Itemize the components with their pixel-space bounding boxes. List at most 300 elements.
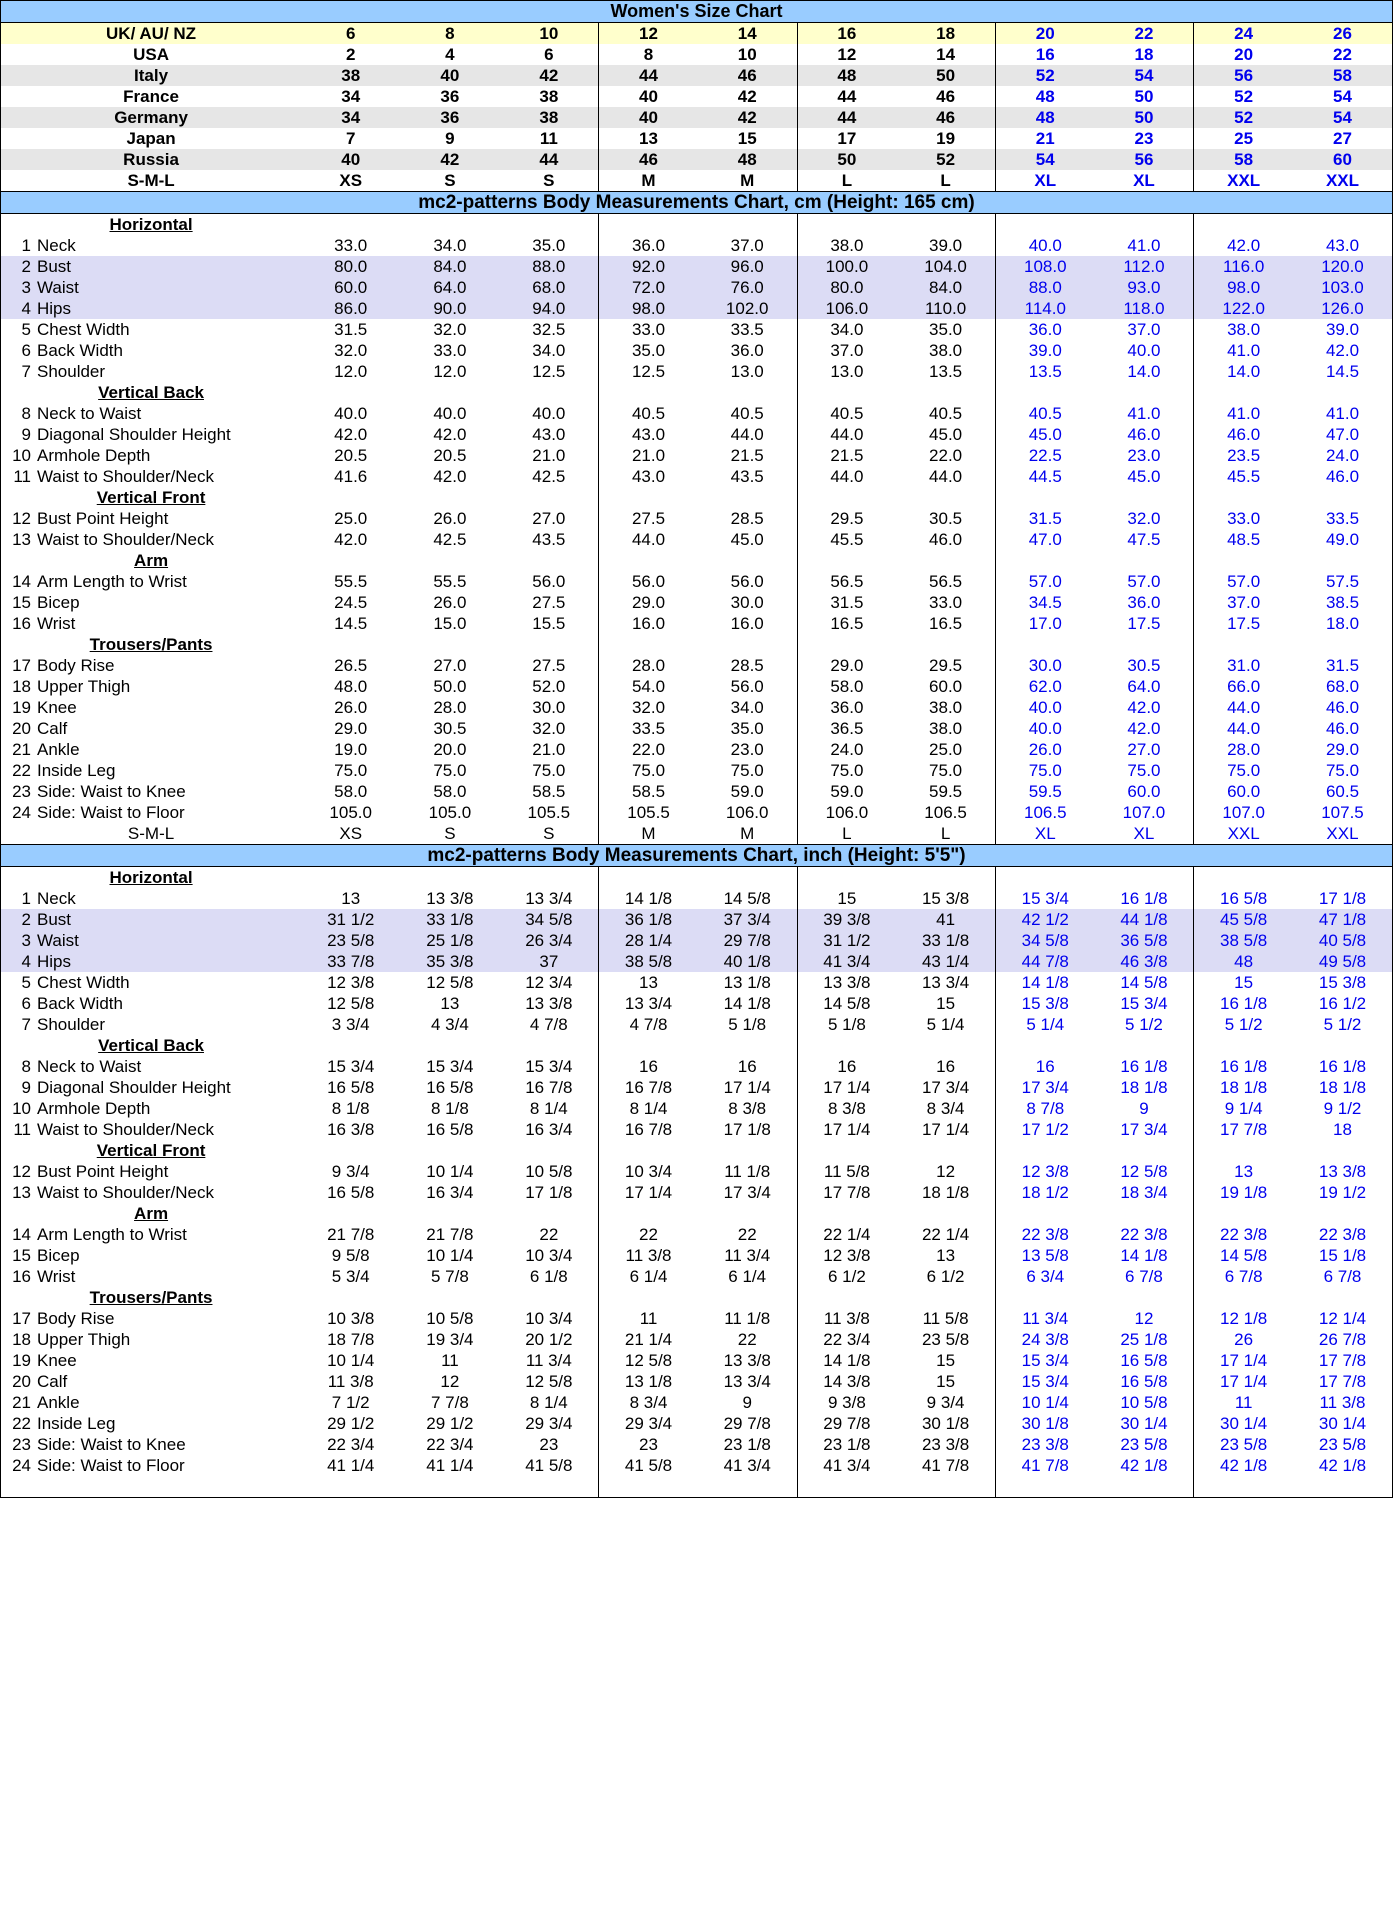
size-value: 44 [499,149,598,170]
measurement-index: 2 [21,910,31,929]
empty-cell [995,1287,1094,1308]
measurement-value: 8 1/8 [430,1099,469,1118]
size-value: 40 [301,149,400,170]
empty-cell [1194,1140,1293,1161]
measurement-value: 16.0 [599,613,698,634]
measurement-label [1,718,302,739]
measurement-index: 16 [12,1267,31,1286]
measurement-value: 57.5 [1325,572,1360,591]
empty-cell [599,550,698,571]
size-value: L [896,170,995,192]
size-value: 42 [698,86,797,107]
empty-cell [797,214,896,236]
measurement-value: 26 3/4 [499,930,598,951]
measurement-value: 22 3/8 [1318,1225,1367,1244]
measurement-index: 20 [12,719,31,738]
empty-cell [896,867,995,889]
measurement-value: 33 1/8 [400,909,499,930]
measurement-value: 18 1/2 [995,1182,1094,1203]
measurement-value: 10 1/4 [995,1392,1094,1413]
measurement-value: 104.0 [896,256,995,277]
measurement-index: 13 [12,1183,31,1202]
measurement-value: 13.0 [730,362,764,381]
measurement-value: 15 [1194,972,1293,993]
measurement-value: 6 1/8 [529,1267,568,1286]
measurement-label [1,993,302,1014]
empty-cell [797,1035,896,1056]
empty-cell [1293,1035,1393,1056]
measurement-value: 8 7/8 [995,1098,1094,1119]
measurement-value: 22 1/4 [921,1225,970,1244]
measurement-value: 13 [1194,1161,1293,1182]
size-value: 42 [499,65,598,86]
size-value: 12 [599,23,698,45]
empty-cell [1095,1035,1194,1056]
measurement-value: 21.0 [532,740,566,759]
empty-cell [1095,867,1194,889]
size-value: 48 [995,86,1094,107]
empty-cell [301,487,400,508]
measurement-value: 84.0 [400,256,499,277]
measurement-row [1,888,1393,909]
measurement-value: 42 1/8 [1194,1455,1293,1476]
empty-cell [499,634,598,655]
measurement-name: Waist [37,931,79,950]
section-header-row [1,214,1393,236]
measurement-value: 44.5 [995,466,1094,487]
measurement-value: 11 3/4 [724,1246,771,1265]
measurement-name: Shoulder [37,362,106,381]
size-value: 20 [995,23,1094,45]
measurement-value: 25 1/8 [400,930,499,951]
measurement-value: 15 3/4 [995,888,1094,909]
measurement-value: 8 1/8 [331,1099,370,1118]
measurement-value: 43.0 [599,466,698,487]
measurement-value: 49 5/8 [1293,951,1393,972]
measurement-value: 18 1/8 [1318,1078,1367,1097]
empty-cell [301,867,400,889]
measurement-value: 16 [737,1057,757,1076]
measurement-value: 42.0 [334,530,368,549]
measurement-name: Upper Thigh [37,1330,131,1349]
measurement-value: 26.0 [433,593,467,612]
measurement-value: 41 5/8 [525,1456,573,1475]
empty-cell [1293,1287,1393,1308]
size-value: 12 [797,44,896,65]
size-value: 18 [1095,44,1194,65]
measurement-value: 75.0 [995,760,1094,781]
measurement-value: 45.0 [929,425,963,444]
measurement-value: 106.5 [924,803,967,822]
measurement-row [1,1077,1393,1098]
measurement-value: 17 7/8 [1194,1119,1293,1140]
measurement-value: 12 [936,1162,956,1181]
measurement-row [1,951,1393,972]
measurement-value: 17 1/8 [723,1120,771,1139]
measurement-value: 15 3/4 [1120,994,1168,1013]
measurement-value: 14 1/8 [723,994,771,1013]
section-title: Vertical Back [1,1035,302,1056]
measurement-value: 20.0 [433,740,467,759]
measurement-label [1,676,302,697]
measurement-index: 18 [12,1330,31,1349]
measurement-value: 80.0 [797,277,896,298]
empty-cell [1095,214,1194,236]
measurement-value: 41 7/8 [995,1455,1094,1476]
measurement-value: 34.0 [532,341,566,360]
measurement-value: 105.0 [428,803,472,822]
empty-cell [1293,214,1393,236]
measurement-value: 36 5/8 [1095,930,1194,951]
measurement-value: 16 5/8 [426,1120,474,1139]
measurement-value: 68.0 [499,277,598,298]
empty-cell [1293,382,1393,403]
measurement-index: 7 [21,362,31,381]
measurement-label [1,529,302,550]
measurement-value: 14 1/8 [599,888,698,909]
measurement-value: 30 1/8 [921,1414,970,1433]
empty-cell [1095,1140,1194,1161]
measurement-label [1,361,302,382]
measurement-value: 56.5 [797,571,896,592]
measurement-value: 40.5 [929,404,963,423]
measurement-name: Wrist [37,1267,76,1286]
measurement-value: 57.0 [1194,571,1293,592]
measurement-value: 43.0 [1325,236,1360,255]
measurement-name: Armhole Depth [37,1099,151,1118]
measurement-value: 58.0 [797,676,896,697]
table-row [1,86,1393,107]
empty-cell [1095,382,1194,403]
measurement-value: 11 1/8 [724,1309,771,1328]
size-system-label: Italy [1,65,302,86]
sml-value: XL [995,823,1094,845]
measurement-row [1,781,1393,802]
measurement-value: 35.0 [929,320,963,339]
measurement-value: 11 3/4 [995,1308,1094,1329]
section-header-row [1,487,1393,508]
measurement-value: 12 [440,1372,460,1391]
size-value: 52 [995,65,1094,86]
size-value: 48 [698,149,797,170]
measurement-value: 11 3/8 [327,1372,374,1391]
size-value: 52 [896,149,995,170]
measurement-value: 13 3/4 [921,973,970,992]
measurement-value: 9 3/4 [926,1393,965,1412]
measurement-value: 17 7/8 [1318,1372,1367,1391]
measurement-index: 6 [21,994,31,1013]
measurement-index: 12 [12,509,31,528]
size-value: 22 [1293,44,1393,65]
measurement-index: 14 [12,1225,31,1244]
empty-cell [1095,487,1194,508]
measurement-name: Arm Length to Wrist [37,572,187,591]
measurement-value: 36.0 [599,235,698,256]
measurement-row [1,298,1393,319]
measurement-value: 14 1/8 [995,972,1094,993]
empty-cell [1194,867,1293,889]
measurement-value: 56.0 [532,572,566,591]
measurement-value: 5 7/8 [430,1267,469,1286]
section-title: Vertical Back [1,382,302,403]
measurement-value: 33.0 [334,236,368,255]
measurement-value: 107.5 [1321,803,1364,822]
measurement-value: 112.0 [1095,256,1194,277]
measurement-value: 46.0 [1325,467,1360,486]
measurement-label [1,1371,302,1392]
empty-cell [1194,550,1293,571]
measurement-value: 13 1/8 [723,973,771,992]
measurement-value: 6 7/8 [1194,1266,1293,1287]
measurement-value: 7 1/2 [331,1393,370,1412]
measurement-value: 30 1/4 [1318,1414,1367,1433]
size-value: XXL [1293,170,1393,192]
measurement-value: 75.0 [797,760,896,781]
measurement-value: 10 5/8 [1120,1393,1168,1412]
measurement-value: 36.0 [1127,593,1161,612]
measurement-value: 11 [441,1351,459,1370]
measurement-value: 23 3/8 [921,1435,970,1454]
measurement-value: 75.0 [334,761,368,780]
measurement-value: 45.5 [797,529,896,550]
measurement-index: 9 [21,425,31,444]
measurement-value: 22 [737,1330,757,1349]
measurement-value: 38.0 [929,341,963,360]
measurement-label [1,571,302,592]
measurement-value: 37 3/4 [698,909,797,930]
measurement-label [1,1014,302,1035]
measurement-value: 17 1/4 [723,1078,771,1097]
measurement-name: Diagonal Shoulder Height [37,425,231,444]
measurement-label [1,760,302,781]
measurement-value: 40.0 [995,235,1094,256]
measurement-value: 18 1/8 [1120,1078,1168,1097]
measurement-value: 40.0 [1127,341,1161,360]
measurement-value: 16 5/8 [1194,888,1293,909]
spacer-row [1,1476,1393,1498]
measurement-value: 27.5 [599,508,698,529]
measurement-value: 60.0 [929,677,963,696]
empty-cell [599,214,698,236]
size-value: 58 [1194,149,1293,170]
measurement-label [1,781,302,802]
size-system-label: Japan [1,128,302,149]
measurement-value: 9 1/2 [1323,1099,1362,1118]
measurement-value: 75.0 [599,760,698,781]
measurement-value: 103.0 [1293,277,1393,298]
measurement-value: 84.0 [896,277,995,298]
size-value: 36 [400,86,499,107]
measurement-value: 29 3/4 [599,1413,698,1434]
measurement-value: 38.0 [929,719,963,738]
empty-cell [995,1035,1094,1056]
measurement-value: 16 1/2 [1318,994,1367,1013]
measurement-label [1,655,302,676]
section-title: Arm [1,550,302,571]
measurement-value: 24 3/8 [995,1329,1094,1350]
measurement-value: 40 5/8 [1293,930,1393,951]
measurement-value: 45 5/8 [1194,909,1293,930]
measurement-value: 17 1/4 [921,1120,970,1139]
measurement-value: 15 3/4 [327,1057,375,1076]
measurement-value: 14.5 [1325,362,1360,381]
measurement-value: 28.0 [1194,739,1293,760]
measurement-value: 23.0 [730,740,764,759]
measurement-value: 41 7/8 [921,1456,970,1475]
measurement-value: 15 [797,888,896,909]
measurement-value: 26.0 [995,739,1094,760]
measurement-row [1,571,1393,592]
measurement-value: 15 3/4 [995,1350,1094,1371]
measurement-value: 26.0 [334,698,368,717]
size-value: 23 [1095,128,1194,149]
empty-cell [400,634,499,655]
measurement-value: 16 5/8 [1120,1372,1168,1391]
measurement-label [1,739,302,760]
measurement-label [1,1224,302,1245]
empty-cell [400,550,499,571]
size-value: 7 [301,128,400,149]
measurement-value: 107.0 [1194,802,1293,823]
measurement-name: Bust Point Height [37,1162,169,1181]
measurement-value: 42.0 [1127,698,1161,717]
measurement-value: 72.0 [599,277,698,298]
measurement-value: 29 7/8 [797,1413,896,1434]
measurement-value: 32.0 [1127,509,1161,528]
measurement-row [1,1413,1393,1434]
sml-value: L [896,823,995,845]
spacer-cell [995,1476,1094,1498]
measurement-row [1,592,1393,613]
measurement-value: 12.5 [599,361,698,382]
measurement-value: 13.0 [797,361,896,382]
measurement-value: 39.0 [1325,320,1360,339]
measurement-value: 17 3/4 [723,1183,771,1202]
empty-cell [400,1035,499,1056]
measurement-value: 13 3/8 [797,972,896,993]
measurement-value: 46.0 [1127,425,1161,444]
measurement-value: 14 1/8 [797,1350,896,1371]
measurement-index: 11 [13,1120,31,1139]
measurement-row [1,1329,1393,1350]
measurement-value: 22 [737,1225,757,1244]
measurement-value: 14 3/8 [797,1371,896,1392]
measurement-value: 10 1/4 [426,1162,474,1181]
size-value: 52 [1194,86,1293,107]
measurement-value: 12 [1134,1309,1154,1328]
measurement-name: Neck [37,236,76,255]
measurement-value: 7 7/8 [430,1393,469,1412]
measurement-value: 16 7/8 [599,1119,698,1140]
measurement-index: 24 [12,1456,31,1475]
measurement-value: 22 3/4 [327,1435,375,1454]
measurement-value: 14.0 [1127,362,1161,381]
measurement-value: 42 1/2 [995,909,1094,930]
measurement-value: 42.5 [433,530,467,549]
measurement-label [1,256,302,277]
measurement-value: 31.5 [797,592,896,613]
section-header-row [1,1287,1393,1308]
measurement-value: 75.0 [1194,760,1293,781]
measurement-value: 9 [742,1393,752,1412]
measurement-value: 21.0 [532,446,566,465]
measurement-value: 16 5/8 [327,1183,375,1202]
measurement-index: 9 [21,1078,31,1097]
section-header-row [1,550,1393,571]
spacer-cell [400,1476,499,1498]
measurement-value: 27.0 [1127,740,1161,759]
measurement-name: Bust Point Height [37,509,169,528]
size-value: 2 [301,44,400,65]
measurement-value: 33.0 [599,319,698,340]
measurement-value: 41 5/8 [599,1455,698,1476]
table-row [1,128,1393,149]
size-value: L [797,170,896,192]
measurement-value: 16 1/8 [1120,1057,1168,1076]
measurement-value: 18 7/8 [327,1330,375,1349]
measurement-index: 23 [12,782,31,801]
measurement-name: Diagonal Shoulder Height [37,1078,231,1097]
measurement-value: 31.5 [995,508,1094,529]
measurement-value: 56.0 [730,677,764,696]
measurement-index: 10 [12,446,31,465]
measurement-row [1,930,1393,951]
measurement-index: 4 [21,299,31,318]
measurement-name: Upper Thigh [37,677,131,696]
measurement-value: 12 3/8 [995,1161,1094,1182]
measurement-value: 59.5 [929,782,963,801]
sml-value: L [797,823,896,845]
measurement-index: 3 [21,278,31,297]
measurement-value: 16 7/8 [525,1078,573,1097]
measurement-index: 17 [12,1309,31,1328]
size-system-label: France [1,86,302,107]
measurement-value: 80.0 [301,256,400,277]
size-system-label: Germany [1,107,302,128]
measurement-label [1,1119,302,1140]
measurement-value: 14 5/8 [723,889,771,908]
sml-label: S-M-L [1,823,302,845]
measurement-value: 16 [797,1056,896,1077]
section-header-row [1,634,1393,655]
measurement-index: 23 [12,1435,31,1454]
size-value: 14 [896,44,995,65]
measurement-value: 12 3/8 [797,1245,896,1266]
measurement-index: 5 [21,973,31,992]
measurement-value: 21 7/8 [426,1225,474,1244]
measurement-value: 59.0 [797,781,896,802]
measurement-index: 24 [12,803,31,822]
measurement-name: Waist to Shoulder/Neck [37,1120,214,1139]
measurement-value: 41.0 [1194,340,1293,361]
section-title: Trousers/Pants [1,1287,302,1308]
measurement-value: 33.0 [929,593,963,612]
measurement-value: 29.0 [1325,740,1360,759]
measurement-row [1,1014,1393,1035]
measurement-index: 12 [12,1162,31,1181]
measurement-name: Chest Width [37,320,130,339]
empty-cell [1194,487,1293,508]
measurement-value: 45.0 [995,424,1094,445]
measurement-value: 17 1/8 [525,1183,573,1202]
measurement-index: 19 [12,1351,31,1370]
measurement-value: 18 1/8 [921,1183,970,1202]
measurement-value: 12 5/8 [327,994,375,1013]
measurement-value: 48 [1194,951,1293,972]
measurement-value: 43 1/4 [896,951,995,972]
measurement-value: 5 1/2 [1323,1015,1362,1034]
measurement-label [1,930,302,951]
